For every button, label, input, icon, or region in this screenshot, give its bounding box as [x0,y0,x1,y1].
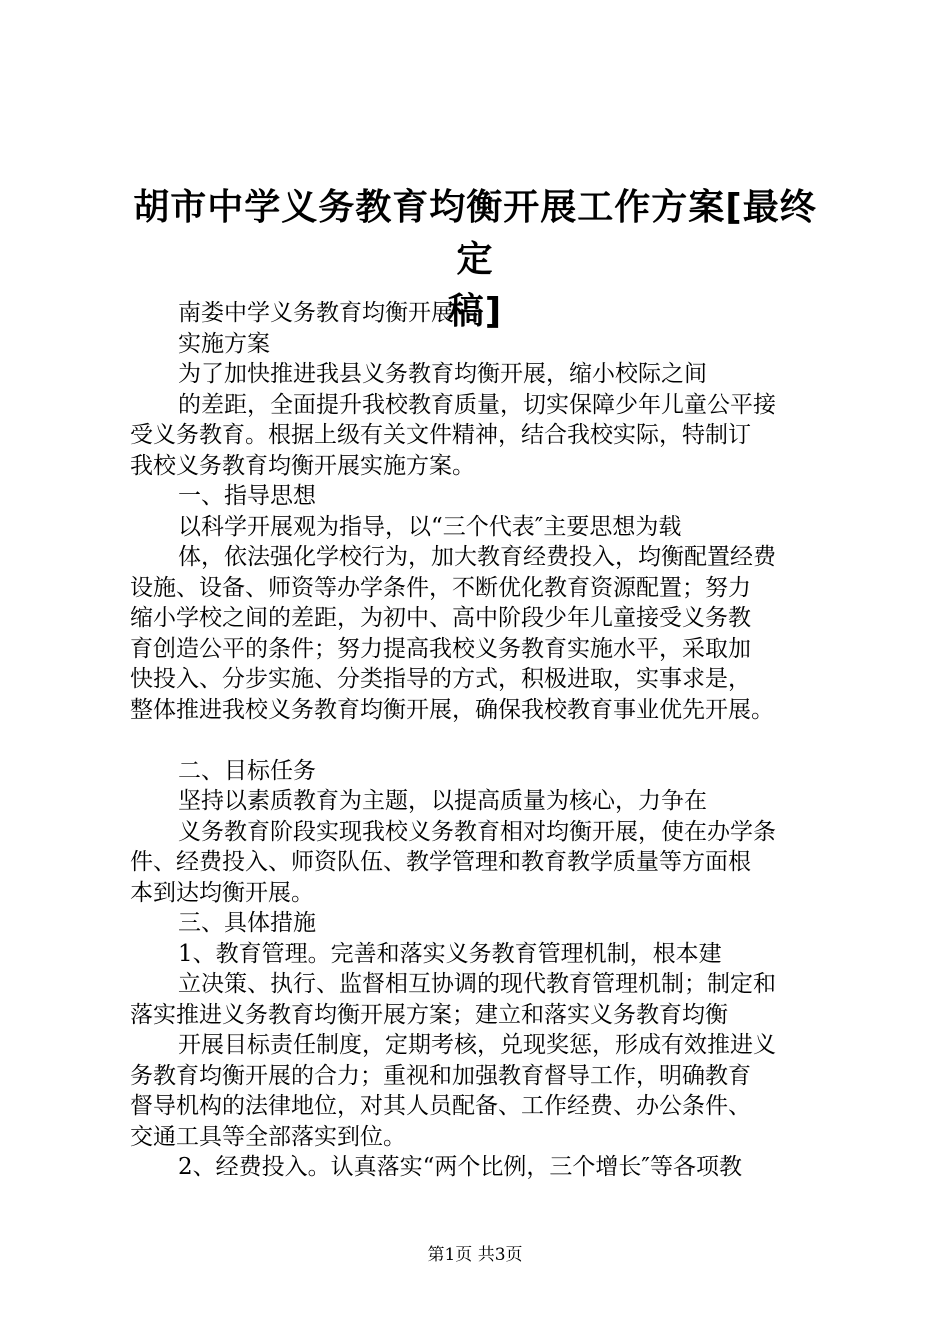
body-line: 1、教育管理。完善和落实义务教育管理机制，根本建 [178,940,722,967]
body-line: 2、经费投入。认真落实“两个比例，三个增长″等各项教 [178,1154,742,1180]
page-number-footer: 第1页 共3页 [427,1245,523,1265]
body-line: 务教育均衡开展的合力；重视和加强教育督导工作，明确教育 [130,1062,751,1089]
body-line: 坚持以素质教育为主题，以提高质量为核心，力争在 [178,788,707,814]
body-line: 体，依法强化学校行为，加大教育经费投入，均衡配置经费 [178,544,776,570]
body-line: 立决策、执行、监督相互协调的现代教育管理机制；制定和 [178,971,776,997]
body-line: 受义务教育。根据上级有关文件精神，结合我校实际，特制订 [130,422,751,448]
body-line: 设施、设备、师资等办学条件，不断优化教育资源配置；努力 [130,574,751,601]
body-line: 实施方案 [178,330,270,357]
body-line: 育创造公平的条件；努力提高我校义务教育实施水平，采取加 [130,635,751,662]
body-line: 开展目标责任制度，定期考核，兑现奖惩，形成有效推进义 [178,1032,776,1058]
body-line: 南娄中学义务教育均衡开展 [178,300,454,326]
title-line-2: 稿] [447,291,503,332]
body-line: 为了加快推进我县义务教育均衡开展，缩小校际之间 [178,361,707,387]
section-heading: 三、具体措施 [178,910,316,936]
body-line: 督导机构的法律地位，对其人员配备、工作经费、办公条件、 [130,1093,751,1119]
document-body [130,298,830,1183]
body-line: 落实推进义务教育均衡开展方案；建立和落实义务教育均衡 [130,1001,728,1028]
body-line: 义务教育阶段实现我校义务教育相对均衡开展，使在办学条 [178,818,776,845]
body-line: 交通工具等全部落实到位。 [130,1123,406,1150]
body-line: 本到达均衡开展。 [130,879,314,906]
body-line: 快投入、分步实施、分类指导的方式，积极进取，实事求是， [130,666,751,692]
body-line: 缩小学校之间的差距，为初中、高中阶段少年儿童接受义务教 [130,605,751,631]
body-line: 整体推进我校义务教育均衡开展，确保我校教育事业优先开展。 [130,696,774,723]
section-heading: 二、目标任务 [178,757,316,784]
section-heading: 一、指导思想 [178,483,316,509]
body-line: 的差距，全面提升我校教育质量，切实保障少年儿童公平接 [178,391,776,418]
paragraph-gap [130,725,830,756]
body-line: 以科学开展观为指导，以“三个代表″主要思想为载 [178,513,682,540]
body-line: 我校义务教育均衡开展实施方案。 [130,452,475,479]
body-line: 件、经费投入、师资队伍、教学管理和教育教学质量等方面根 [130,849,751,875]
title-line-1: 胡市中学义务教育均衡开展工作方案[最终定 [133,187,817,280]
